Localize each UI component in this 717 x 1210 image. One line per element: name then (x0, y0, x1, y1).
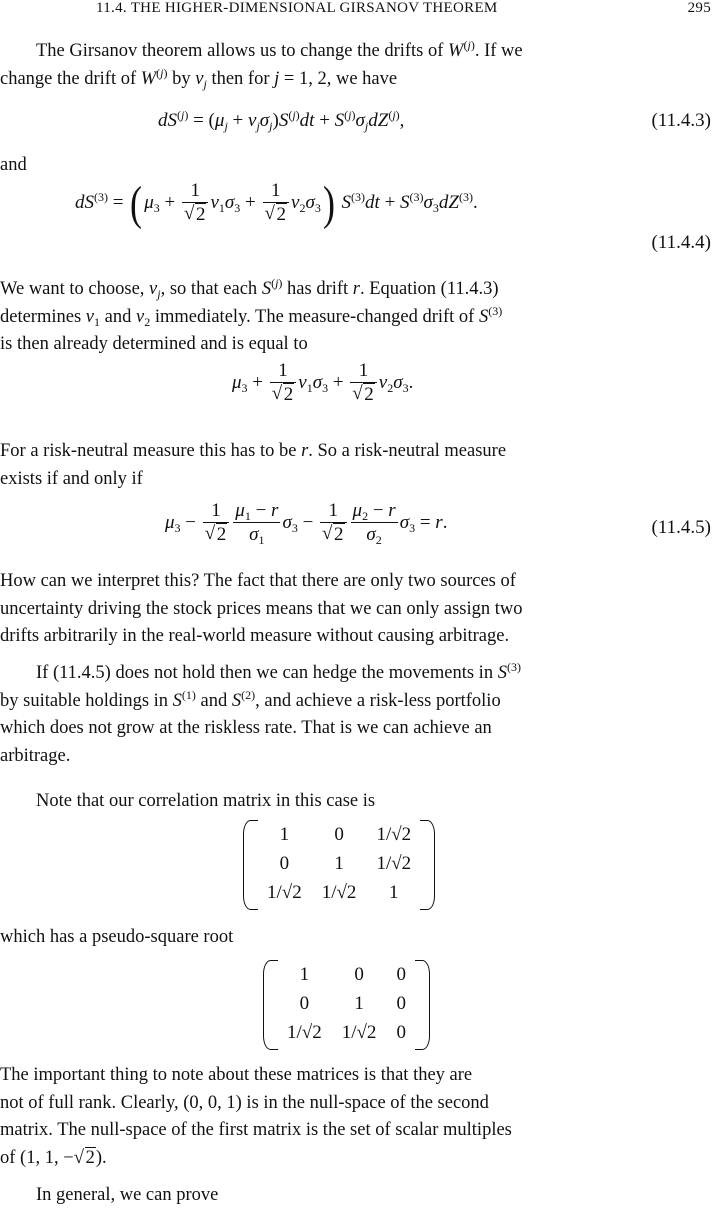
matrix-cell: 1/√2 (376, 852, 412, 874)
paragraph-risk-neutral: For a risk-neutral measure this has to be r. So a risk-neutral measure exists if and only if (0, 441, 507, 489)
matrix-row (277, 960, 416, 989)
matrix-cell: 1 (389, 881, 399, 903)
matrix-cell: 0 (396, 992, 406, 1014)
matrix-row (277, 1018, 416, 1047)
matrix-cell: 1 (354, 992, 364, 1014)
paragraph-pseudo-root: which has a pseudo-square root (0, 927, 234, 947)
equation-tag: (11.4.5) (651, 517, 711, 538)
paragraph-general: In general, we can prove (36, 1185, 219, 1205)
matrix-row (257, 820, 421, 849)
paragraph-intro: The Girsanov theorem allows us to change the drifts of $W^{(j)}$. If we change the drift of $W^{(j)}$ by $\nu_j$ then for j = 1, 2, we have (0, 38, 523, 91)
equation-11-4-3: $dS^{(j)} = (\mu_j + \nu_j\sigma_j)S^{(j)}dt + S^{(j)}\sigma_jdZ^{(j)}$, (11.4.3) (158, 108, 711, 133)
matrix-cell: 1/√2 (267, 881, 302, 903)
paragraph-and: and (0, 155, 27, 175)
matrix-cell: 1/√2 (287, 1021, 322, 1043)
paragraph-hedge: If (11.4.5) does not hold then we can hedge the movements in $S^{(3)}$ by suitable holdings in $S^{(1)}$ and $S^{(2)}$, and achieve a risk-less portfolio which does not grow at the riskless rate. That is we can achieve an arbitrage. (0, 660, 521, 766)
matrix-cell: 0 (279, 852, 290, 874)
matrix-cell: 1 (279, 823, 290, 845)
paragraph-rank: The important thing to note about these matrices is that they are not of full rank. Clearly, (0, 0, 1) is in the null-space of the second matrix. The null-space of the first matrix is the set of scalar multiples of (1, 1, −√ 2). (0, 1062, 714, 1172)
matrix-cell: 0 (396, 1021, 406, 1043)
pseudo-square-root-matrix (263, 960, 430, 1050)
matrix-cell: 0 (396, 963, 406, 985)
equation-tag: (11.4.3) (651, 110, 711, 131)
running-title: 11.4. THE HIGHER-DIMENSIONAL GIRSANOV THEOREM (96, 0, 498, 16)
page-number: 295 (687, 0, 711, 16)
equation-11-4-4: $dS^{(3)}$ = ( $\mu_3$ + 1 √ 2 $\nu_1\sigma_3$ + 1 √ 2 $\nu_2\sigma_3$) $S^{(3)}dt + S^{(3)}\sigma_3dZ^{(3)}$. (11.4.4) (0, 180, 714, 260)
matrix-cell: 0 (299, 992, 310, 1014)
matrix-row (277, 989, 416, 1018)
matrix-cell: 1/√2 (321, 881, 357, 903)
equation-11-4-5: $\mu_3$ − 1 √ 2 $\frac{\mu_1 - r}{\sigma_1}$ $\sigma_3$ − 1 √ 2 $\frac{\mu_2 - r}{\sigma_2}$ $\sigma_3 = r$. (11.4.5) (0, 500, 714, 570)
matrix-cell: 0 (334, 823, 344, 845)
matrix-row (257, 878, 421, 907)
correlation-matrix (243, 820, 435, 910)
matrix-cell: 1/√2 (341, 1021, 377, 1043)
matrix-cell: 1/√2 (376, 823, 412, 845)
matrix-cell: 1 (299, 963, 310, 985)
matrix-row (257, 849, 421, 878)
paragraph-choose-drift: We want to choose, $\nu_j$, so that each $S^{(j)}$ has drift r. Equation (11.4.3) determines $\nu_1$ and $\nu_2$ immediately. The measure-changed drift of $S^{(3)}$ is then already determined and is equal to (0, 276, 503, 354)
running-header (0, 0, 717, 22)
equation-drift-expression: $\mu_3$ + 1 √ 2 $\nu_1\sigma_3$ + 1 √ 2 $\nu_2\sigma_3$. (0, 360, 714, 430)
paragraph-interpretation: How can we interpret this? The fact that there are only two sources of uncertainty driving the stock prices means that we can only assign two drifts arbitrarily in the real-world measure without causing arbitrage. (0, 571, 523, 646)
equation-tag: (11.4.4) (651, 232, 711, 253)
matrix-cell: 0 (354, 963, 364, 985)
matrix-cell: 1 (334, 852, 344, 874)
paragraph-correlation: Note that our correlation matrix in this case is (36, 791, 376, 811)
